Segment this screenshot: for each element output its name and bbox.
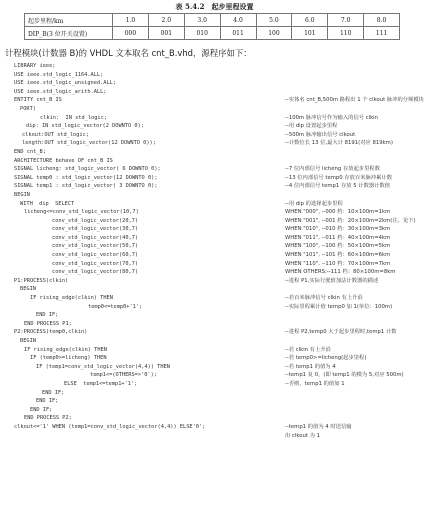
- code-line: [0, 397, 429, 406]
- code-comment: --若 temp0>=licheng(起步里程): [285, 355, 367, 362]
- code-text: conv_std_logic_vector(80,7): [52, 269, 139, 276]
- table-cell: 010: [184, 27, 220, 40]
- table-row: [25, 14, 400, 27]
- code-line: [0, 131, 429, 140]
- table-cell: 011: [220, 27, 256, 40]
- code-text: conv_std_logic_vector(60,7): [52, 252, 139, 259]
- code-text: ARCHITECTURE behave OF cnt_B IS: [14, 157, 113, 164]
- code-text: ENTITY cnt_B IS: [14, 97, 62, 104]
- code-line: [0, 380, 429, 389]
- code-comment: --否则，temp1 的值加 1: [285, 380, 345, 387]
- code-text: BEGIN: [20, 338, 36, 344]
- table-cell: 000: [113, 27, 149, 40]
- table-cell: 2.0: [148, 14, 184, 27]
- table-cell: 001: [148, 27, 184, 40]
- code-line: [0, 174, 429, 183]
- code-line: [0, 165, 429, 174]
- code-text: SIGNAL licheng: std_logic_vector( 6 DOWNTO 0);: [14, 166, 161, 173]
- code-line: [0, 71, 429, 80]
- code-text: clkout:OUT std_logic;: [22, 131, 89, 138]
- table-cell: 4.0: [220, 14, 256, 27]
- code-line: [0, 208, 429, 217]
- code-text: P1:PROCESS(clkin): [14, 277, 69, 284]
- code-line: [0, 251, 429, 260]
- code-text: ELSE temp1<=temp1+'1';: [64, 380, 138, 387]
- code-line: [0, 200, 429, 209]
- code-text: conv_std_logic_vector(50,7): [52, 243, 139, 250]
- code-line: [0, 260, 429, 269]
- code-text: conv_std_logic_vector(70,7): [52, 260, 139, 267]
- code-text: length:OUT std_logic_vector(12 DOWNTO 0));: [22, 140, 156, 147]
- code-line: [0, 414, 429, 423]
- table-cell: 1.0: [113, 14, 149, 27]
- code-comment: WHEN "100", --100 档：50×100m=5km: [285, 243, 391, 250]
- table-title: 表 5.4.2 起步里程设置: [175, 2, 254, 11]
- code-text: conv_std_logic_vector(30,7): [52, 226, 139, 233]
- row-label: DIP_B(3 位开关设置): [25, 27, 113, 40]
- code-text: conv_std_logic_vector(20,7): [52, 217, 139, 224]
- intro-text: 计程模块(计数器 B)的 VHDL 文本取名 cnt_B.vhd，源程序如下：: [5, 48, 252, 58]
- code-line: [0, 311, 429, 320]
- code-text: conv_std_logic_vector(40,7): [52, 234, 139, 241]
- table-cell: 5.0: [256, 14, 292, 27]
- code-comment: --4 位内部信号 temp1 存放 5 计数器计数值: [285, 183, 391, 190]
- code-text: USE ieee.std_logic_arith.ALL;: [14, 88, 107, 95]
- code-text: USE ieee.std_logic_1164.ALL;: [14, 71, 104, 78]
- table-cell: 100: [256, 27, 292, 40]
- code-comment: --实际里程累计值 temp0 加 1(单位：100m): [285, 303, 393, 310]
- code-text: IF rising_edge(clkin) THEN: [30, 295, 113, 302]
- code-line: [0, 62, 429, 71]
- table-row: [25, 27, 400, 40]
- code-comment: --进程 P1,实际行驶值加法计数器的描述: [285, 277, 379, 284]
- code-line: [0, 242, 429, 251]
- code-line: [0, 122, 429, 131]
- code-line: [0, 294, 429, 303]
- code-line: [0, 191, 429, 200]
- code-comment: WHEN "010", --010 档：30×100m=3km: [285, 226, 391, 233]
- code-text: BEGIN: [20, 286, 36, 293]
- code-line: [0, 96, 429, 105]
- code-line: [0, 363, 429, 372]
- code-text: P2:PROCESS(temp0,clkin): [14, 329, 88, 336]
- code-line: [0, 303, 429, 312]
- code-comment: WHEN "110", --110 档：70×100m=7km: [285, 260, 391, 267]
- code-comment: WHEN "101", --101 档：60×100m=6km: [285, 252, 391, 259]
- code-line: [0, 139, 429, 148]
- code-comment: --temp1 复 0，(即 temp1 的模为 5,对应 500m): [285, 372, 404, 379]
- table-cell: 3.0: [184, 14, 220, 27]
- code-comment: 出 clkout 为 1: [285, 432, 320, 439]
- table-cell: 8.0: [364, 14, 400, 27]
- code-text: END IF;: [42, 389, 65, 396]
- code-text: WITH dip SELECT: [20, 200, 75, 207]
- code-line: [0, 182, 429, 191]
- code-comment: WHEN "011", --011 档：40×100m=4km: [285, 234, 391, 241]
- code-text: LIBRARY ieee;: [14, 63, 56, 69]
- code-text: IF (temp1=conv_std_logic_vector(4,4)) THEN: [36, 363, 170, 370]
- code-line: [0, 217, 429, 226]
- code-line: [0, 432, 429, 441]
- code-text: temp0<=temp0+'1';: [88, 303, 143, 310]
- code-text: END IF;: [30, 406, 53, 413]
- code-line: [0, 88, 429, 97]
- code-comment: WHEN OTHERS;--111 档：80×100m=8km: [285, 269, 396, 276]
- code-text: licheng<=conv_std_logic_vector(10,7): [24, 209, 139, 216]
- code-line: [0, 157, 429, 166]
- table-cell: 101: [292, 27, 328, 40]
- table-cell: 7.0: [328, 14, 364, 27]
- code-comment: --用 dip 的选择起步里程: [285, 200, 343, 207]
- code-text: BEGIN: [14, 191, 30, 198]
- code-line: [0, 268, 429, 277]
- code-line: [0, 389, 429, 398]
- code-text: END IF;: [36, 312, 59, 319]
- code-comment: --7 位内部信号 licheng 存放起步里程数: [285, 166, 380, 173]
- code-comment: --若 temp1 的值为 4: [285, 363, 336, 370]
- code-comment: --temp1 的值为 4 时送信输: [285, 423, 352, 430]
- code-text: END cnt_B;: [14, 148, 46, 155]
- code-comment: WHEN "001", --001 档：20×100m=2km(注，见下): [285, 217, 416, 224]
- code-line: [0, 406, 429, 415]
- code-line: [0, 148, 429, 157]
- code-text: IF (temp0>=licheng) THEN: [30, 355, 107, 362]
- table-cell: 111: [364, 27, 400, 40]
- code-line: [0, 328, 429, 337]
- code-text: END IF;: [36, 398, 59, 405]
- code-text: END PROCESS P2;: [24, 415, 72, 422]
- code-comment: --用 dip 设置起步里程: [285, 123, 338, 130]
- table-cell: 6.0: [292, 14, 328, 27]
- code-line: [0, 371, 429, 380]
- code-line: [0, 277, 429, 286]
- code-line: [0, 234, 429, 243]
- table-cell: 110: [328, 27, 364, 40]
- code-comment: --13 位内部信号 temp0 存放百米脉冲累计数: [285, 174, 392, 181]
- code-comment: --计数位长 13 位,最大计 8191(对应 819km): [285, 140, 393, 147]
- code-line: [0, 354, 429, 363]
- code-comment: --500m 脉冲输出信号 clkout: [285, 131, 356, 138]
- code-text: IF rising_edge(clkin) THEN: [24, 346, 107, 353]
- code-line: [0, 225, 429, 234]
- code-line: [0, 346, 429, 355]
- code-comment: --实体名 cnt_B,500m 路程出 1 个 clkout 脉冲的分频模块: [285, 97, 424, 104]
- code-comment: --100m 脉冲信号作为输入的信号 clkin: [285, 114, 379, 121]
- code-comment: WHEN "000", --000 档：10×100m=1km: [285, 209, 391, 216]
- code-line: [0, 337, 429, 346]
- code-line: [0, 79, 429, 88]
- code-line: [0, 285, 429, 294]
- code-text: PORT(: [20, 105, 36, 112]
- code-line: [0, 105, 429, 114]
- code-line: [0, 320, 429, 329]
- code-text: END PROCESS P1;: [24, 320, 72, 327]
- code-text: SIGNAL temp0 : std_logic_vector(12 DOWNTO 0);: [14, 174, 158, 181]
- row-label: 起步里程/km: [25, 14, 113, 27]
- code-comment: --进程 P2,temp0 大于起步里程时,temp1 计数: [285, 329, 397, 336]
- code-line: [0, 114, 429, 123]
- code-text: temp1<=(OTHERS=>'0');: [90, 372, 157, 379]
- code-line: [0, 423, 429, 432]
- code-listing: [0, 62, 429, 440]
- code-text: clkout<='1' WHEN (temp1=conv_std_logic_vector(4,4)) ELSE'0';: [14, 423, 206, 430]
- code-text: SIGNAL temp1 : std_logic_vector( 3 DOWNTO 0);: [14, 183, 158, 190]
- mileage-table: [24, 13, 400, 40]
- code-text: clkin: IN std_logic;: [40, 114, 107, 121]
- code-text: USE ieee.std_logic_unsigned.ALL;: [14, 80, 117, 87]
- code-comment: --若百米脉冲信号 clkin 有上升沿: [285, 295, 363, 302]
- code-comment: --若 clkin 有上升沿: [285, 346, 331, 353]
- code-text: dip: IN std_logic_vector(2 DOWNTO 0);: [26, 123, 144, 130]
